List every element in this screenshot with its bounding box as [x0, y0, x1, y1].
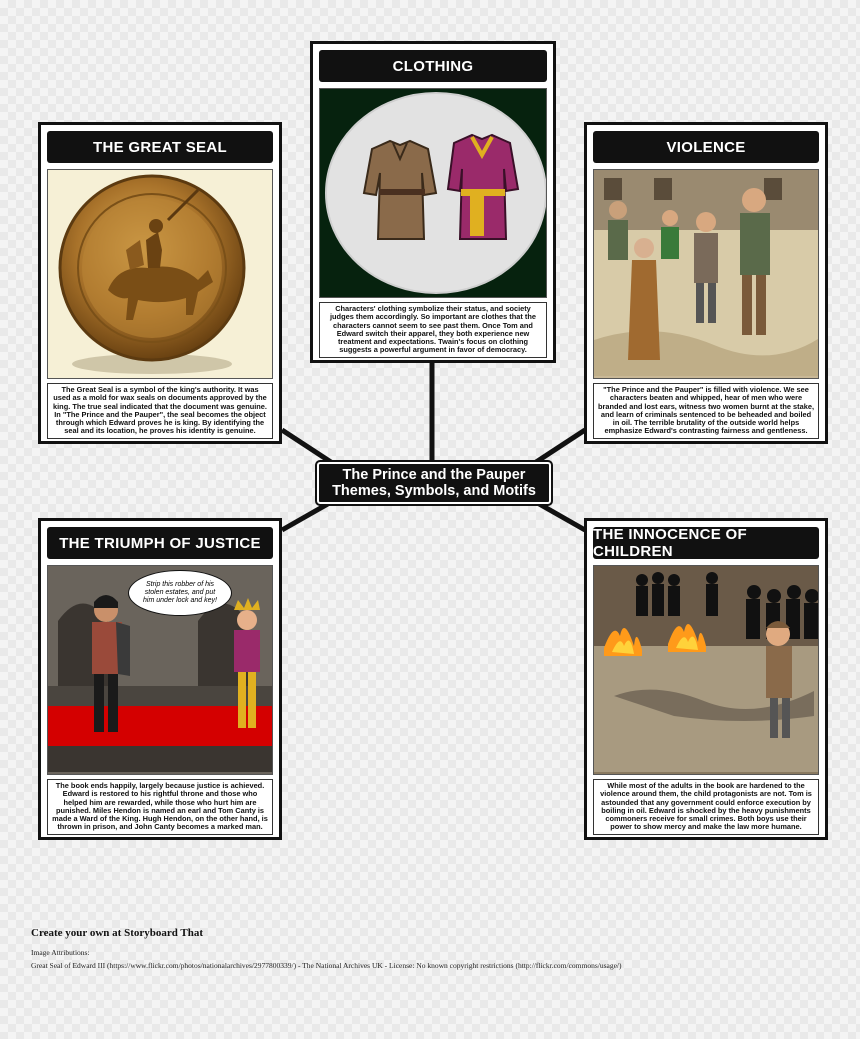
central-topic — [317, 462, 551, 504]
central-title-line1: The Prince and the Pauper — [342, 467, 526, 483]
cell-description: "The Prince and the Pauper" is filled with violence. We see characters beaten and whipped, hear of men who were branded and lost ears, witness two women burnt at the stake, and learn of criminals sentenced to be beheaded and boiled in oil. The terrible brutality of the outside world helps emphasize Edward's contrasting fairness and gentleness. — [593, 383, 819, 439]
cell-innocence-of-children — [584, 518, 828, 840]
cell-description: While most of the adults in the book are hardened to the violence around them, the child protagonists are not. Tom is astounded that any government could enforce execution by boiling in oil. Edward is shocked by the heavy punishments commoners receive for small crimes. Both boys use their power to show mercy and make the law more humane. — [593, 779, 819, 835]
clothing-image — [319, 88, 547, 298]
cell-title: THE INNOCENCE OF CHILDREN — [593, 527, 819, 559]
storyboard-that-link[interactable]: Create your own at Storyboard That — [31, 927, 204, 939]
speech-bubble — [128, 570, 232, 616]
cell-description: Characters' clothing symbolize their status, and society judges them accordingly. So important are clothes that the characters cannot seem to see past them. Once Tom and Edward switch their apparel, they both experience new treatment and expectations. Twain's focus on clothing suggests a powerful argument in favor of democracy. — [319, 302, 547, 358]
attributions-heading: Image Attributions: — [31, 948, 90, 957]
violence-image — [593, 169, 819, 379]
cell-description: The Great Seal is a symbol of the king's authority. It was used as a mold for wax seals on documents approved by the king. The true seal indicated that the document was genuine. In "The Prince and the Pauper", the seal becomes the object through which Edward proves he is king. By identifying the seal and its location, he proves his identity is genuine. — [47, 383, 273, 439]
central-title-line2: Themes, Symbols, and Motifs — [332, 483, 536, 499]
cell-title: THE GREAT SEAL — [47, 131, 273, 163]
attribution-line: Great Seal of Edward III (https://www.flickr.com/photos/nationalarchives/2977800339/) - The National Archives UK - License: No known copyright restrictions (http://flickr.com/commons/usage/) — [31, 961, 622, 970]
cell-title: CLOTHING — [319, 50, 547, 82]
cell-great-seal — [38, 122, 282, 444]
cell-triumph-of-justice — [38, 518, 282, 840]
great-seal-image — [47, 169, 273, 379]
cell-description: The book ends happily, largely because justice is achieved. Edward is restored to his rightful throne and those who helped him are rewarded, while those who hurt him are punished. Miles Hendon is named an earl and Tom Canty is made a Ward of the King. Hugh Hendon, on the other hand, is thrown in prison, and John Canty becomes a marked man. — [47, 779, 273, 835]
cell-violence — [584, 122, 828, 444]
justice-image — [47, 565, 273, 775]
speech-text: Strip this robber of his stolen estates, and put him under lock and key! — [143, 581, 217, 604]
innocence-image — [593, 565, 819, 775]
cell-title: VIOLENCE — [593, 131, 819, 163]
cell-title: THE TRIUMPH OF JUSTICE — [47, 527, 273, 559]
cell-clothing — [310, 41, 556, 363]
